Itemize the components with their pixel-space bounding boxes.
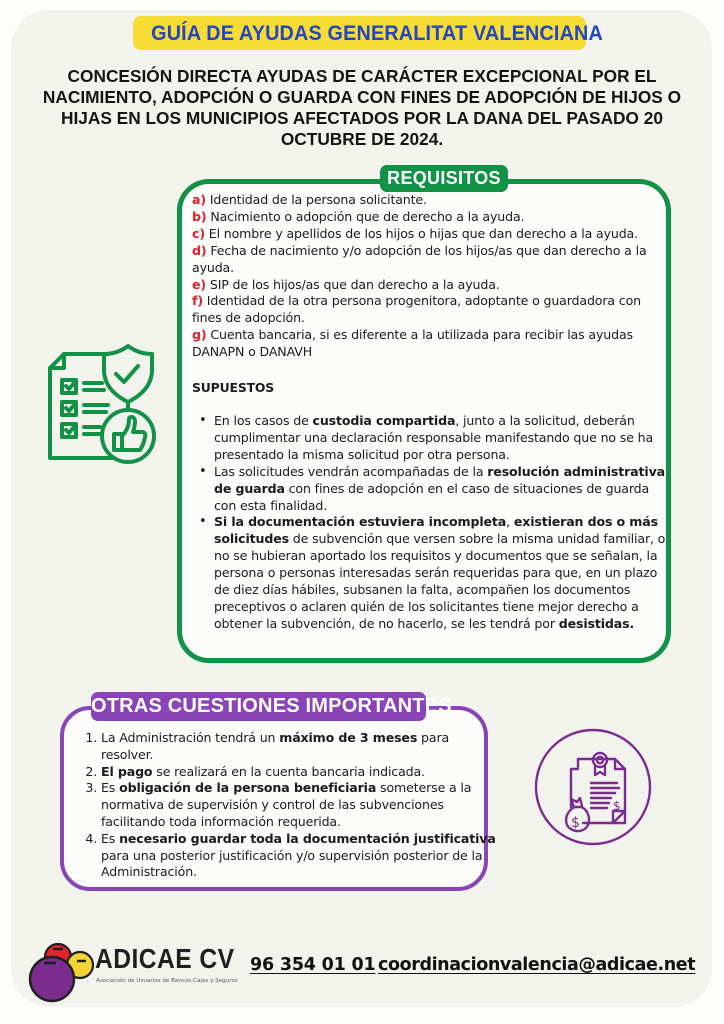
supuesto-item xyxy=(214,464,666,515)
requisitos-title: REQUISITOS xyxy=(380,165,508,192)
phone-link[interactable]: 96 354 01 01 xyxy=(250,955,376,975)
requisitos-content xyxy=(192,192,666,633)
requisito-text: Fecha de nacimiento y/o adopción de los hijos/as que dan derecho a la ayuda. xyxy=(192,242,647,275)
guide-title-badge xyxy=(133,16,603,50)
otras-bold: máximo de 3 meses xyxy=(279,730,418,745)
requisito-item xyxy=(192,243,666,277)
requisito-letter: a) xyxy=(192,192,206,207)
requisito-letter: g) xyxy=(192,327,207,343)
otras-bold: El pago xyxy=(101,763,153,779)
requisito-letter: b) xyxy=(192,208,207,224)
requisito-text: El nombre y apellidos de los hijos o hijas que dan derecho a la ayuda. xyxy=(204,225,638,241)
otras-item xyxy=(101,780,499,830)
supuesto-text: con fines de adopción en el caso de situaciones de guarda con esta finalidad. xyxy=(214,480,650,513)
supuesto-item xyxy=(214,413,666,464)
supuesto-item xyxy=(214,514,666,632)
requisito-text: SIP de los hijos/as que dan derecho a la ayuda. xyxy=(206,276,500,292)
otras-cuestiones-title: OTRAS CUESTIONES IMPORTANTES xyxy=(91,692,426,721)
page-subtitle: CONCESIÓN DIRECTA AYUDAS DE CARÁCTER EXCEPCIONAL POR EL NACIMIENTO, ADOPCIÓN O GUARDA CON FINES DE ADOPCIÓN DE HIJOS O HIJAS EN LOS MUNICIPIOS AFECTADOS POR LA DANA DEL PASADO 20 OCTUBRE DE 2024. xyxy=(42,66,682,149)
requisito-letter: d) xyxy=(192,242,207,258)
requisito-text: Identidad de la persona solicitante. xyxy=(205,192,427,207)
requisito-letter: e) xyxy=(192,276,206,292)
guide-title: GUÍA DE AYUDAS GENERALITAT VALENCIANA xyxy=(151,21,603,45)
requisito-item xyxy=(192,192,666,209)
supuesto-text: de subvención que versen sobre la misma unidad familiar, o no se hubieran aportado los requisitos y documentos que se señalan, la persona o personas interesadas serán requeridas para que, en un plazo de diez días hábiles, subsanen la falta, acompañen los documentos preceptivos o aclaren quién de los solicitantes tiene mejor derecho a obtener la subvención, de no hacerlo, se les tendrá por xyxy=(214,531,666,631)
svg-text:$: $ xyxy=(571,815,580,831)
supuestos-list xyxy=(192,413,666,633)
otras-item xyxy=(101,831,499,881)
brand-subtitle: Asociación de Usuarios de Bancos,Cajas y Seguros xyxy=(96,978,238,984)
requisito-letter: f) xyxy=(192,293,203,309)
otras-text: someterse a la normativa de supervisión y control de las subvenciones facilitando toda información requerida. xyxy=(101,780,472,829)
requisito-item xyxy=(192,327,666,361)
otras-text: se realizará en la cuenta bancaria indicada. xyxy=(152,763,425,779)
supuesto-text: En los casos de xyxy=(214,412,313,428)
requisito-letter: c) xyxy=(192,225,205,241)
requisito-item xyxy=(192,293,666,327)
email-link[interactable]: coordinacionvalencia@adicae.net xyxy=(378,955,696,975)
supuesto-text: Las solicitudes vendrán acompañadas de la xyxy=(214,463,488,479)
otras-item xyxy=(101,730,499,764)
supuesto-bold: desistidas. xyxy=(558,615,635,631)
checklist-shield-thumbs-up-icon xyxy=(42,340,164,465)
otras-text: Es xyxy=(101,830,120,846)
otras-text: Es xyxy=(101,780,120,796)
supuesto-bold: resolución administrativa de guarda xyxy=(214,463,665,496)
requisito-item xyxy=(192,209,666,226)
requisito-item xyxy=(192,277,666,294)
otras-text: La Administración tendrá un xyxy=(101,730,280,745)
supuesto-text: , xyxy=(506,514,514,530)
svg-text:$: $ xyxy=(613,799,621,813)
otras-bold: obligación de la persona beneficiaria xyxy=(119,780,377,796)
supuesto-bold: custodia compartida xyxy=(312,412,456,428)
otras-bold: necesario guardar toda la documentación justificativa xyxy=(119,830,496,846)
requisito-text: Identidad de la otra persona progenitora, adoptante o guardadora con fines de adopción. xyxy=(192,293,641,326)
supuesto-bold: Si la documentación estuviera incompleta xyxy=(214,514,507,530)
requisito-item xyxy=(192,226,666,243)
otras-item xyxy=(101,764,499,781)
supuesto-bold: existieran dos o más solicitudes xyxy=(214,514,658,547)
adicae-logo xyxy=(28,935,100,1005)
supuesto-text: , junto a la solicitud, deberán cumplimentar una declaración responsable manifestando que no se ha presentado la misma solicitud por otra persona. xyxy=(214,412,654,462)
document-certificate-money-icon xyxy=(533,727,653,847)
brand-name: ADICAE CV xyxy=(95,943,235,974)
otras-text: para resolver. xyxy=(101,730,450,762)
requisito-text: Nacimiento o adopción que de derecho a la ayuda. xyxy=(206,208,525,224)
requisito-text: Cuenta bancaria, si es diferente a la utilizada para recibir las ayudas DANAPN o DANAVH xyxy=(192,327,633,360)
otras-text: para una posterior justificación y/o supervisión posterior de la Administración. xyxy=(101,847,483,880)
otras-cuestiones-list xyxy=(82,730,499,881)
supuestos-title: SUPUESTOS xyxy=(192,380,275,396)
